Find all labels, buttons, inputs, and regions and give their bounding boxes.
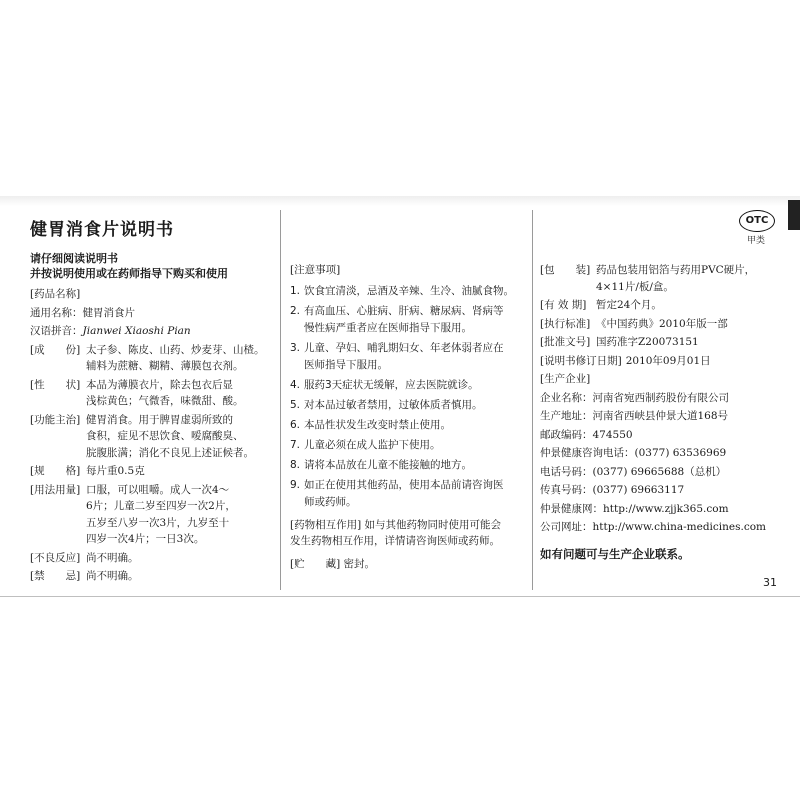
hotline-row: [540, 445, 790, 462]
notice-item-3: [290, 340, 530, 374]
health-website-label: 仲景健康网：: [540, 502, 603, 515]
notice-line: 儿童必须在成人监护下使用。: [304, 438, 441, 451]
company-website-link[interactable]: http://www.china-medicines.com: [592, 521, 767, 533]
storage-value: 密封。: [343, 557, 376, 570]
character-label: [性 状]: [30, 378, 81, 391]
read-instructions-note: [30, 251, 228, 281]
revision-value: 2010年09月01日: [625, 354, 711, 367]
notice-number: 5.: [290, 398, 301, 411]
notice-line: 服药3天症状无缓解，应去医院就诊。: [304, 378, 479, 391]
notice-item-8: [290, 457, 530, 474]
notice-item-4: [290, 377, 530, 394]
package-line: 4×11片/板/盒。: [596, 280, 674, 293]
fax-label: 传真号码：: [540, 484, 593, 496]
ingredients-label: [成 份]: [30, 343, 81, 356]
drug-name-heading: [药品名称]: [30, 288, 81, 300]
notice-number: 1.: [290, 284, 301, 297]
ingredients-line: 太子参、陈皮、山药、炒麦芽、山楂。: [86, 343, 265, 356]
spec-section: [30, 463, 280, 480]
notice-item-6: [290, 417, 530, 434]
phone-value: (0377) 69665688（总机）: [592, 465, 727, 478]
ingredients-section: [30, 342, 280, 375]
hotline-label: 仲景健康咨询电话：: [540, 447, 635, 459]
hotline-value: (0377) 63536969: [634, 447, 727, 459]
notice-item-5: [290, 397, 530, 414]
notice-number: 7.: [290, 438, 301, 451]
validity-value: 暂定24个月。: [596, 299, 662, 311]
contraindications-label: [禁 忌]: [30, 570, 81, 582]
character-line: 浅棕黄色；气微香，味微甜、酸。: [86, 395, 244, 407]
contraindications-section: [30, 568, 280, 585]
notice-number: 9.: [290, 478, 301, 491]
page-number: 31: [763, 576, 777, 589]
character-section: [30, 377, 280, 410]
standard-value: 《中国药典》2010年版一部: [596, 317, 728, 330]
standard-label: [执行标准]: [540, 317, 591, 330]
notice-line: 对本品过敏者禁用，过敏体质者慎用。: [304, 398, 483, 411]
fold-line-left: [280, 210, 281, 590]
address-value: 河南省西峡县仲景大道168号: [592, 410, 729, 422]
company-website-row: [540, 519, 790, 536]
usage-text: [86, 482, 280, 548]
phone-label: 电话号码：: [540, 465, 593, 478]
notice-line: 如正在使用其他药品，使用本品前请咨询医: [304, 478, 504, 491]
notice-item-1: [290, 283, 530, 300]
health-website-row: [540, 501, 790, 518]
zip-label: 邮政编码：: [540, 428, 593, 441]
company-value: 河南省宛西制药股份有限公司: [592, 391, 729, 404]
notice-item-7: [290, 437, 530, 454]
generic-name-label: 通用名称：: [30, 306, 83, 319]
generic-name-row: [30, 305, 280, 322]
approval-label: [批准文号]: [540, 336, 591, 348]
fold-line-right: [532, 210, 533, 590]
pinyin-row: [30, 323, 280, 340]
column-middle: [290, 262, 530, 572]
indications-line: 健胃消食。用于脾胃虚弱所致的: [86, 413, 233, 426]
notice-line: 请将本品放在儿童不能接触的地方。: [304, 458, 472, 471]
indications-section: [30, 412, 280, 462]
ingredients-line: 辅料为蔗糖、糊精、薄膜包衣剂。: [86, 360, 244, 372]
storage-section: [290, 556, 530, 573]
usage-label: [用法用量]: [30, 483, 81, 496]
address-label: 生产地址：: [540, 410, 593, 422]
read-note-line-2: 并按说明使用或在药师指导下购买和使用: [30, 267, 228, 280]
package-section: [540, 262, 790, 295]
usage-line: 四岁一次4片；一日3次。: [86, 533, 205, 545]
paper-edge-mark: [788, 200, 800, 230]
revision-section: [540, 353, 790, 370]
notice-line: 有高血压、心脏病、肝病、糖尿病、肾病等: [304, 304, 504, 317]
pinyin-value: Jianwei Xiaoshi Pian: [82, 325, 191, 337]
notice-line: 师或药师。: [304, 495, 357, 508]
revision-label: [说明书修订日期]: [540, 354, 622, 367]
company-website-label: 公司网址：: [540, 521, 593, 533]
usage-section: [30, 482, 280, 548]
zip-row: [540, 427, 790, 444]
notice-line: 慢性病严重者应在医师指导下服用。: [304, 321, 472, 334]
notice-number: 2.: [290, 304, 301, 317]
validity-section: [540, 297, 790, 314]
notice-item-9: [290, 477, 530, 511]
contact-note: 如有问题可与生产企业联系。: [540, 546, 690, 561]
package-label: [包 装]: [540, 264, 591, 276]
paper-top-shadow: [0, 196, 800, 206]
adverse-section: [30, 550, 280, 567]
phone-row: [540, 464, 790, 481]
generic-name-value: 健胃消食片: [82, 306, 135, 319]
otc-badge: OTC: [739, 210, 775, 232]
notice-line: 本品性状发生改变时禁止使用。: [304, 418, 451, 431]
column-right: [540, 262, 790, 562]
indications-label: [功能主治]: [30, 413, 81, 426]
storage-label: [贮 藏]: [290, 557, 341, 570]
company-label: 企业名称：: [540, 391, 593, 404]
adverse-label: [不良反应]: [30, 551, 81, 564]
fax-row: [540, 482, 790, 499]
standard-section: [540, 316, 790, 333]
indications-line: 脘腹胀满；消化不良见上述证候者。: [86, 446, 254, 459]
spec-label: [规 格]: [30, 465, 81, 477]
manufacturer-heading: [生产企业]: [540, 373, 591, 385]
health-website-link[interactable]: http://www.zjjk365.com: [603, 502, 729, 515]
ingredients-text: [86, 342, 280, 375]
adverse-value: 尚不明确。: [86, 551, 139, 564]
package-text: [596, 262, 790, 295]
notice-heading: [注意事项]: [290, 264, 341, 276]
paper-bottom-edge: [0, 596, 800, 597]
approval-value: 国药准字Z20073151: [596, 336, 699, 348]
document-title: 健胃消食片说明书: [30, 220, 174, 240]
fax-value: (0377) 69663117: [592, 484, 685, 496]
contraindications-value: 尚不明确。: [86, 570, 139, 582]
notice-number: 3.: [290, 341, 301, 354]
indications-text: [86, 412, 280, 462]
notice-number: 6.: [290, 418, 301, 431]
interaction-line: 发生药物相互作用，详情请咨询医师或药师。: [290, 535, 500, 547]
character-text: [86, 377, 280, 410]
notice-line: 儿童、孕妇、哺乳期妇女、年老体弱者应在: [304, 341, 504, 354]
address-row: [540, 408, 790, 425]
pinyin-label: 汉语拼音：: [30, 325, 83, 337]
notice-line: 饮食宜清淡，忌酒及辛辣、生冷、油腻食物。: [304, 284, 514, 297]
interaction-section: [290, 517, 530, 550]
interaction-line: 如与其他药物同时使用可能会: [364, 518, 502, 531]
company-row: [540, 390, 790, 407]
otc-category: 甲类: [747, 236, 766, 246]
indications-line: 食积，症见不思饮食、嗳腐酸臭、: [86, 430, 244, 442]
usage-line: 五岁至八岁一次3片，九岁至十: [86, 516, 230, 529]
interaction-label: [药物相互作用]: [290, 518, 362, 531]
notice-number: 4.: [290, 378, 301, 391]
usage-line: 口服，可以咀嚼。成人一次4～: [86, 483, 230, 496]
column-left: [30, 286, 280, 587]
notice-item-2: [290, 303, 530, 337]
approval-section: [540, 334, 790, 351]
zip-value: 474550: [592, 428, 633, 441]
character-line: 本品为薄膜衣片，除去包衣后显: [86, 378, 233, 391]
usage-line: 6片；儿童二岁至四岁一次2片，: [86, 500, 236, 512]
validity-label: [有 效 期]: [540, 299, 587, 311]
notice-number: 8.: [290, 458, 301, 471]
notice-line: 医师指导下服用。: [304, 358, 388, 371]
read-note-line-1: 请仔细阅读说明书: [30, 252, 118, 265]
spec-value: 每片重0.5克: [86, 465, 145, 477]
package-line: 药品包装用铝箔与药用PVC硬片，: [596, 264, 756, 276]
